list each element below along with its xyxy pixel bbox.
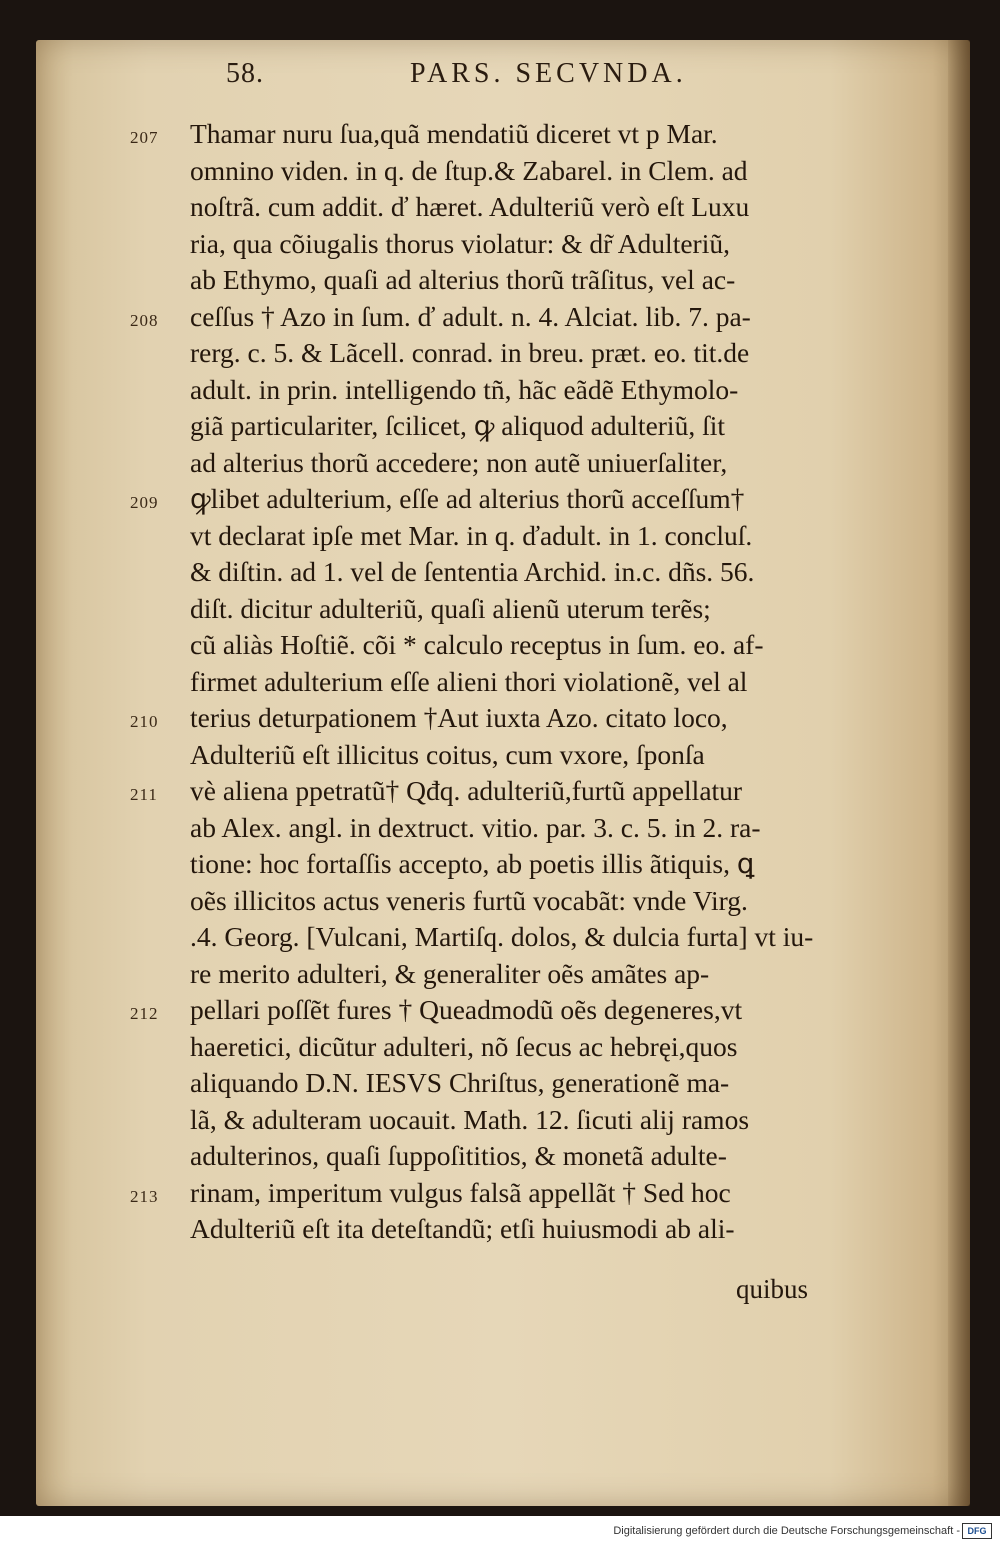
page-header <box>0 58 1000 98</box>
marginal-number: 207 <box>130 128 159 147</box>
text-line <box>0 773 1000 810</box>
line-text: rerg. c. 5. & Lãcell. conrad. in breu. præt. eo. tit.de <box>190 337 750 368</box>
line-text: haeretici, dicũtur adulteri, nõ ſecus ac hebręi,quos <box>190 1030 738 1062</box>
line-text: diſt. dicitur adulteriũ, quaſi alienũ uterum terẽs; <box>190 592 711 624</box>
text-line <box>0 1211 1000 1248</box>
text-line <box>0 262 1000 299</box>
text-line <box>0 1029 1000 1066</box>
text-line <box>0 1065 1000 1102</box>
marginal-number: 208 <box>130 310 159 330</box>
line-text: rinam, imperitum vulgus falsã appellãt † Sed hoc <box>190 1176 731 1208</box>
text-line <box>0 919 1000 956</box>
text-line <box>0 992 1000 1029</box>
text-line <box>0 189 1000 226</box>
text-line <box>0 481 1000 518</box>
text-block <box>0 116 1000 1248</box>
dfg-logo: DFG <box>962 1523 992 1539</box>
line-text: noſtrã. cum addit. ď hæret. Adulteriũ verò eſt Luxu <box>190 191 750 222</box>
line-text: firmet adulterium eſſe alieni thori violationẽ, vel al <box>190 665 748 697</box>
text-line <box>0 591 1000 628</box>
line-text: re merito adulteri, & generaliter oẽs amãtes ap- <box>190 957 710 989</box>
digitization-credit: Digitalisierung gefördert durch die Deutsche Forschungsgemeinschaft - <box>613 1525 960 1537</box>
text-line <box>0 116 1000 153</box>
text-line <box>0 408 1000 445</box>
text-line <box>0 956 1000 993</box>
line-text: oẽs illicitos actus veneris furtũ vocabãt: vnde Virg. <box>190 884 748 916</box>
line-text: vè aliena ppetratũ† Qđq. adulteriũ,furtũ appellatur <box>190 775 743 806</box>
line-text: lã, & adulteram uocauit. Math. 12. ſicuti alij ramos <box>190 1103 750 1135</box>
text-line <box>0 554 1000 591</box>
line-text: tione: hoc fortaſſis accepto, ab poetis illis ãtiquis, ꝗ <box>190 848 755 879</box>
text-line <box>0 153 1000 190</box>
line-text: giã particulariter, ſcilicet, ꝙ aliquod adulteriũ, ſit <box>190 410 725 441</box>
text-line <box>0 226 1000 263</box>
running-title: PARS. SECVNDA. <box>410 58 687 89</box>
marginal-number: 211 <box>130 785 158 804</box>
line-text: adulterinos, quaſi ſuppoſititios, & monetã adulte- <box>190 1140 727 1171</box>
line-text: ria, qua cõiugalis thorus violatur: & dr̃ Adulteriũ, <box>190 227 730 259</box>
text-line <box>0 518 1000 555</box>
line-text: ꝙlibet adulterium, eſſe ad alterius thorũ acceſſum† <box>190 483 745 514</box>
text-line <box>0 1102 1000 1139</box>
line-text: ad alterius thorũ accedere; non autẽ uniuerſaliter, <box>190 446 728 478</box>
text-line <box>0 700 1000 737</box>
line-text: adult. in prin. intelligendo tñ, hãc eãdẽ Ethymolo- <box>190 373 739 405</box>
text-line <box>0 627 1000 664</box>
line-text: omnino viden. in q. de ſtup.& Zabarel. in Clem. ad <box>190 154 748 186</box>
text-line <box>0 299 1000 336</box>
line-text: Adulteriũ eſt ita deteſtandũ; etſi huiusmodi ab ali- <box>190 1213 735 1244</box>
line-text: cũ aliàs Hoſtiẽ. cõi * calculo receptus in ſum. eo. af- <box>190 629 764 660</box>
text-line <box>0 810 1000 847</box>
catchword: quibus <box>736 1274 809 1304</box>
line-text: pellari poſſẽt fures † Queadmodũ oẽs degeneres,vt <box>190 994 743 1025</box>
text-line <box>0 335 1000 372</box>
marginal-number: 209 <box>130 493 159 512</box>
marginal-number: 213 <box>130 1186 159 1206</box>
line-text: terius deturpationem †Aut iuxta Azo. citato loco, <box>190 702 728 733</box>
line-text: ab Alex. angl. in dextruct. vitio. par. 3. c. 5. in 2. ra- <box>190 811 761 843</box>
text-line <box>0 883 1000 920</box>
line-text: .4. Georg. [Vulcani, Martiſq. dolos, & dulcia furta] vt iu- <box>190 921 814 952</box>
line-text: Adulteriũ eſt illicitus coitus, cum vxore, ſponſa <box>190 738 705 770</box>
text-line <box>0 1175 1000 1212</box>
line-text: ceſſus † Azo in ſum. ď adult. n. 4. Alciat. lib. 7. pa- <box>190 300 751 332</box>
page-number: 58. <box>226 58 264 89</box>
line-text: Thamar nuru ſua,quã mendatiũ diceret vt p Mar. <box>190 118 718 149</box>
text-line <box>0 664 1000 701</box>
line-text: ab Ethymo, quaſi ad alterius thorũ trãſitus, vel ac- <box>190 264 736 295</box>
line-text: vt declarat ipſe met Mar. in q. ďadult. in 1. concluſ. <box>190 519 753 551</box>
text-line <box>0 846 1000 883</box>
text-line <box>0 445 1000 482</box>
text-line <box>0 1138 1000 1175</box>
text-line <box>0 372 1000 409</box>
line-text: & diſtin. ad 1. vel de ſententia Archid. in.c. dñs. 56. <box>190 556 755 587</box>
marginal-number: 212 <box>130 1004 159 1023</box>
marginal-number: 210 <box>130 712 159 731</box>
text-line <box>0 737 1000 774</box>
line-text: aliquando D.N. IESVS Chriſtus, generationẽ ma- <box>190 1067 730 1098</box>
